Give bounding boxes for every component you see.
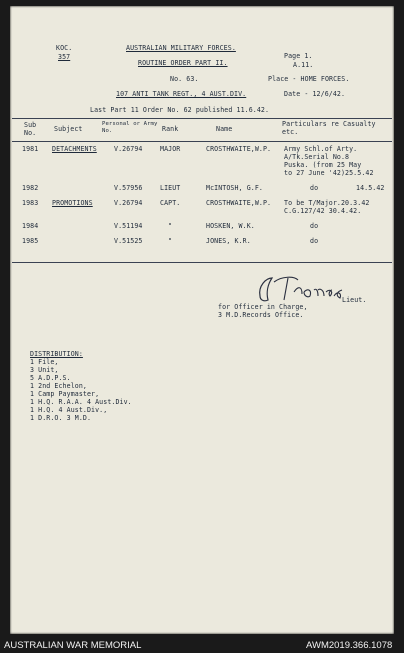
row-particulars-4: to 27 June '42)25.5.42 xyxy=(284,169,374,177)
row-sub: 1983 xyxy=(22,199,39,207)
row-particulars-2: 14.5.42 xyxy=(356,184,385,192)
list-item: 1 H.Q. 4 Aust.Div., xyxy=(30,406,108,414)
col-header-rank: Rank xyxy=(162,125,179,133)
last-order-line: Last Part 11 Order No. 62 published 11.6.42. xyxy=(90,106,270,114)
row-sub: 1985 xyxy=(22,237,39,245)
col-header-particulars: Particulars re Casualty etc. xyxy=(282,120,376,136)
row-sub: 1982 xyxy=(22,184,39,192)
table-header-rule xyxy=(12,141,392,142)
signature-rank: Lieut. xyxy=(342,296,367,304)
page-sub: A.11. xyxy=(293,61,314,69)
document-page xyxy=(10,6,394,634)
list-item: 1 2nd Echelon, xyxy=(30,382,87,390)
document-subtitle: ROUTINE ORDER PART II. xyxy=(138,59,228,67)
list-item: 1 D.R.O. 3 M.D. xyxy=(30,414,92,422)
row-sub: 1984 xyxy=(22,222,39,230)
row-army-no: V.51194 xyxy=(114,222,143,230)
table-top-rule xyxy=(12,118,392,119)
list-item: 1 H.Q. R.A.A. 4 Aust.Div. xyxy=(30,398,132,406)
row-name: CROSTHWAITE,W.P. xyxy=(206,199,272,207)
col-header-name: Name xyxy=(216,125,233,133)
order-number: No. 63. xyxy=(170,75,199,83)
row-rank: " xyxy=(168,237,173,245)
row-particulars-2: C.G.127/42 30.4.42. xyxy=(284,207,362,215)
place-field: Place - HOME FORCES. xyxy=(268,75,350,83)
footer-right-text: AWM2019.366.1078 xyxy=(306,640,393,651)
col-header-sub xyxy=(24,122,46,137)
row-rank: CAPT. xyxy=(160,199,181,207)
row-rank: " xyxy=(168,222,173,230)
row-army-no: V.51525 xyxy=(114,237,143,245)
row-particulars-1: Army Schl.of Arty. xyxy=(284,145,358,153)
list-item: 1 Camp Paymaster, xyxy=(30,390,100,398)
row-army-no: V.26794 xyxy=(114,199,143,207)
signature-line-1: for Officer in Charge, xyxy=(218,303,308,311)
list-item: 5 A.D.P.S. xyxy=(30,374,71,382)
row-name: HOSKEN, W.K. xyxy=(206,222,255,230)
page-number: Page 1. xyxy=(284,52,313,60)
row-particulars-1: do xyxy=(310,184,319,192)
list-item: 3 Unit, xyxy=(30,366,59,374)
table-bottom-rule xyxy=(12,262,392,263)
col-header-subject: Subject xyxy=(54,125,83,133)
row-subject: DETACHMENTS xyxy=(52,145,97,153)
row-name: JONES, K.R. xyxy=(206,237,251,245)
row-particulars-2: A/Tk.Serial No.8 xyxy=(284,153,350,161)
col-header-army: Personal or Army No. xyxy=(102,121,158,134)
row-particulars-1: To be T/Major.20.3.42 xyxy=(284,199,370,207)
row-name: McINTOSH, G.F. xyxy=(206,184,263,192)
document-title: AUSTRALIAN MILITARY FORCES. xyxy=(126,44,236,52)
footer-left-text: AUSTRALIAN WAR MEMORIAL xyxy=(4,640,142,651)
koc-label: KOC. xyxy=(56,44,73,52)
list-item: 1 File, xyxy=(30,358,59,366)
signature-line-2: 3 M.D.Records Office. xyxy=(218,311,304,319)
unit-field: 107 ANTI TANK REGT., 4 AUST.DIV. xyxy=(116,90,247,98)
koc-number: 357 xyxy=(58,53,71,61)
row-rank: LIEUT xyxy=(160,184,181,192)
date-field: Date - 12/6/42. xyxy=(284,90,346,98)
signature-drawing xyxy=(254,272,344,306)
row-sub: 1981 xyxy=(22,145,39,153)
row-particulars-1: do xyxy=(310,237,319,245)
col-header-sub-text: Sub No. xyxy=(24,121,37,137)
row-army-no: V.26794 xyxy=(114,145,143,153)
row-particulars-1: do xyxy=(310,222,319,230)
row-army-no: V.57956 xyxy=(114,184,143,192)
row-particulars-3: Puska. (from 25 May xyxy=(284,161,362,169)
row-subject: PROMOTIONS xyxy=(52,199,93,207)
row-rank: MAJOR xyxy=(160,145,181,153)
row-name: CROSTHWAITE,W.P. xyxy=(206,145,272,153)
distribution-heading: DISTRIBUTION: xyxy=(30,350,83,358)
